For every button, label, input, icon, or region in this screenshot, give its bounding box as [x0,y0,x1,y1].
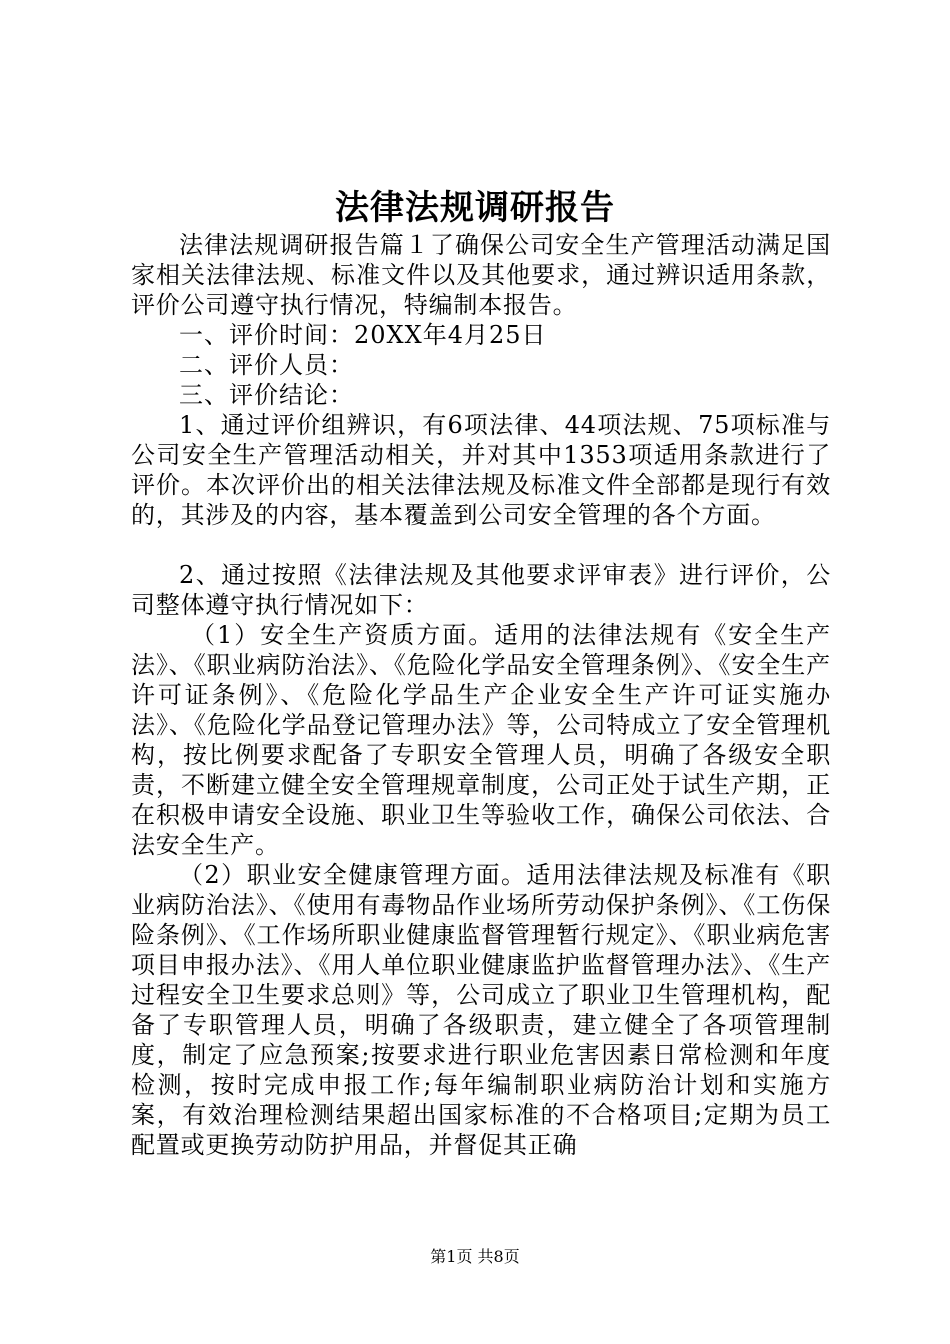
paragraph-conclusion-heading: 三、评价结论： [179,381,354,409]
paragraph-occupational-health: （2）职业安全健康管理方面。适用法律法规及标准有《职业病防治法》、《使用有毒物品作业场所劳动保护条例》、《工伤保险条例》、《工作场所职业健康监督管理暂行规定》、《职业病危害项目申报办法》、《用人单位职业健康监护监督管理办法》、《生产过程安全卫生要求总则》等，公司成立了职业卫生管理机构，配备了专职管理人员，明确了各级职责，建立健全了各项管理制度，制定了应急预案;按要求进行职业危害因素日常检测和年度检测，按时完成申报工作;每年编制职业病防治计划和实施方案，有效治理检测结果超出国家标准的不合格项目;定期为员工配置或更换劳动防护用品，并督促其正确 [131,861,831,1159]
paragraph-conclusion-2: 2、通过按照《法律法规及其他要求评审表》进行评价，公司整体遵守执行情况如下： [131,561,831,619]
document-title: 法律法规调研报告 [335,188,615,228]
paragraph-intro: 法律法规调研报告篇１了确保公司安全生产管理活动满足国家相关法律法规、标准文件以及其他要求，通过辨识适用条款，评价公司遵守执行情况，特编制本报告。 [131,231,831,319]
paragraph-evaluators: 二、评价人员： [179,351,354,379]
page-number: 第1页 共8页 [430,1247,520,1266]
paragraph-evaluation-time: 一、评价时间：20XX年4月25日 [179,321,547,349]
paragraph-safety-qualification: （1）安全生产资质方面。适用的法律法规有《安全生产法》、《职业病防治法》、《危险化学品安全管理条例》、《安全生产许可证条例》、《危险化学品生产企业安全生产许可证实施办法》、《危险化学品登记管理办法》等，公司特成立了安全管理机构，按比例要求配备了专职安全管理人员，明确了各级安全职责，不断建立健全安全管理规章制度，公司正处于试生产期，正在积极申请安全设施、职业卫生等验收工作，确保公司依法、合法安全生产。 [131,621,831,859]
paragraph-spacer [131,530,831,560]
paragraph-conclusion-1: 1、通过评价组辨识，有6项法律、44项法规、75项标准与公司安全生产管理活动相关，并对其中1353项适用条款进行了评价。本次评价出的相关法律法规及标准文件全部都是现行有效的，其涉及的内容，基本覆盖到公司安全管理的各个方面。 [131,411,831,529]
document-body [131,230,831,1160]
